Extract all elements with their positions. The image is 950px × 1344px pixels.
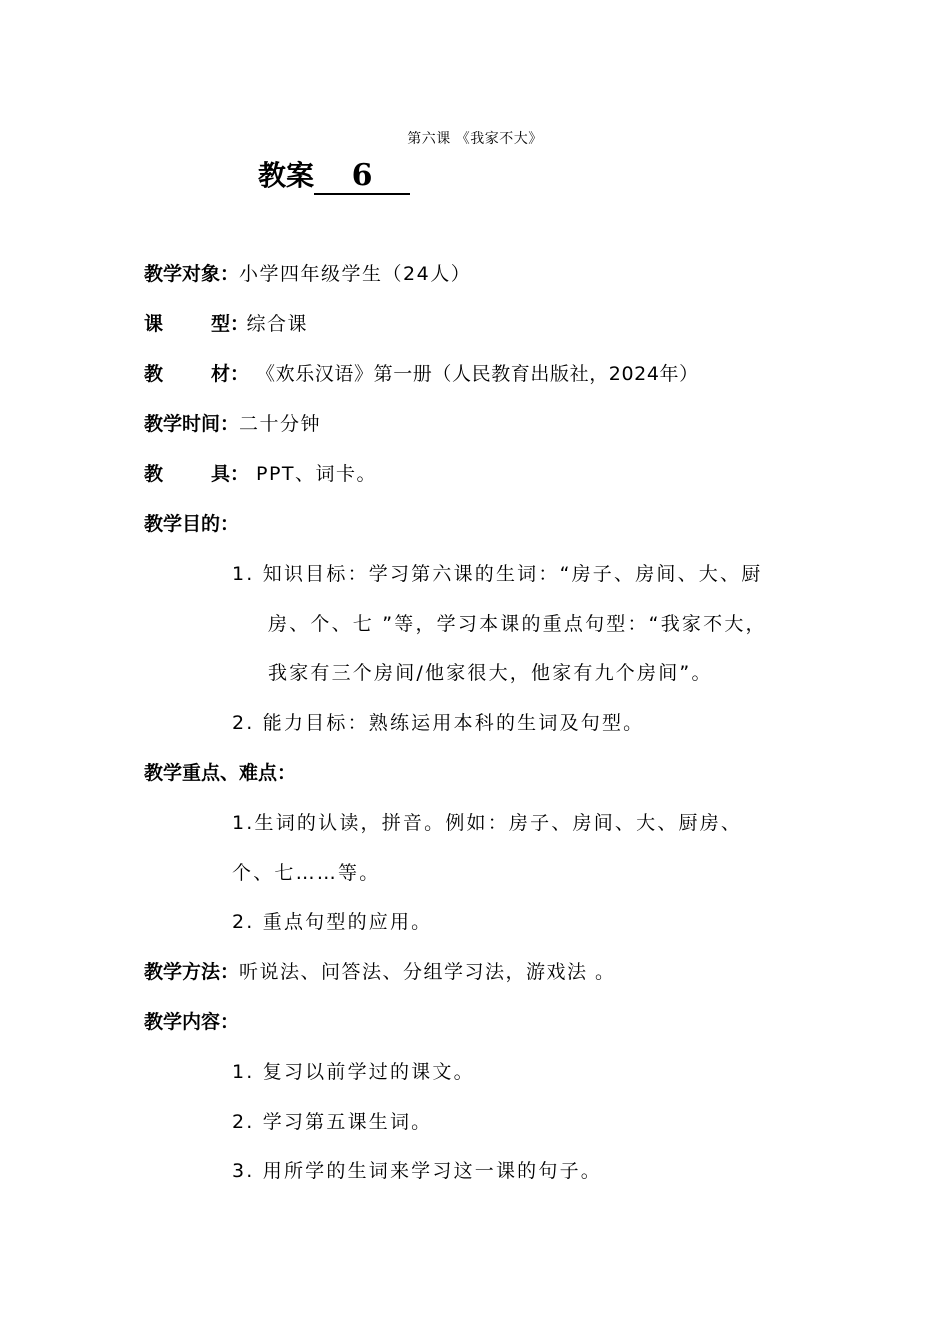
content-heading: 教学内容： — [144, 1011, 240, 1033]
content-item-1: 1. 复习以前学过的课文。 — [232, 1061, 475, 1083]
textbook-label-b: 材： — [211, 363, 250, 385]
key-point-item-1-line-1: 1.生词的认读，拼音。例如：房子、房间、大、厨房、 — [232, 812, 743, 834]
textbook-row — [144, 362, 699, 386]
teaching-tools-label-b: 具： — [211, 463, 250, 485]
goal-item-1-line-1: 1. 知识目标：学习第六课的生词：“房子、房间、大、厨 — [232, 563, 763, 585]
lesson-type-label-b: 型： — [211, 313, 250, 335]
teaching-target-value: 小学四年级学生（24人） — [239, 263, 472, 285]
key-point-item-2: 2. 重点句型的应用。 — [232, 911, 433, 933]
teaching-time-value: 二十分钟 — [239, 413, 322, 435]
teaching-tools-label-a: 教 — [144, 463, 164, 485]
lesson-type-label-a: 课 — [144, 313, 164, 335]
teaching-time-label: 教学时间： — [144, 413, 240, 435]
teaching-tools-value: PPT、词卡。 — [256, 463, 378, 485]
goal-item-2: 2. 能力目标：熟练运用本科的生词及句型。 — [232, 712, 645, 734]
lesson-type-value: 综合课 — [239, 313, 309, 335]
plan-title-prefix: 教案 — [258, 159, 315, 192]
plan-title — [258, 154, 410, 195]
goals-heading: 教学目的： — [144, 513, 240, 535]
teaching-target-label: 教学对象： — [144, 263, 240, 285]
key-point-item-1-line-2: 个、七……等。 — [232, 862, 381, 884]
teaching-tools-label — [144, 462, 256, 486]
goal-item-1-line-2: 房、个、七 ”等，学习本课的重点句型：“我家不大， — [268, 613, 767, 635]
goal-item-1-line-3: 我家有三个房间/他家很大，他家有九个房间”。 — [268, 662, 713, 684]
textbook-label-a: 教 — [144, 363, 164, 385]
lesson-type-label — [144, 312, 250, 336]
lesson-type-row — [144, 312, 308, 336]
lesson-header: 第六课 《我家不大》 — [407, 131, 543, 147]
methods-row — [144, 960, 616, 984]
methods-label: 教学方法： — [144, 961, 240, 983]
teaching-time-row — [144, 412, 321, 436]
content-item-3: 3. 用所学的生词来学习这一课的句子。 — [232, 1160, 602, 1182]
plan-number: 6 — [314, 159, 410, 195]
methods-value: 听说法、问答法、分组学习法，游戏法 。 — [239, 961, 616, 983]
teaching-tools-row — [144, 462, 377, 486]
textbook-label — [144, 362, 256, 386]
teaching-target-row — [144, 262, 471, 286]
key-points-heading: 教学重点、难点： — [144, 762, 297, 784]
content-item-2: 2. 学习第五课生词。 — [232, 1111, 433, 1133]
textbook-value: 《欢乐汉语》第一册（人民教育出版社，2024年） — [256, 363, 699, 385]
